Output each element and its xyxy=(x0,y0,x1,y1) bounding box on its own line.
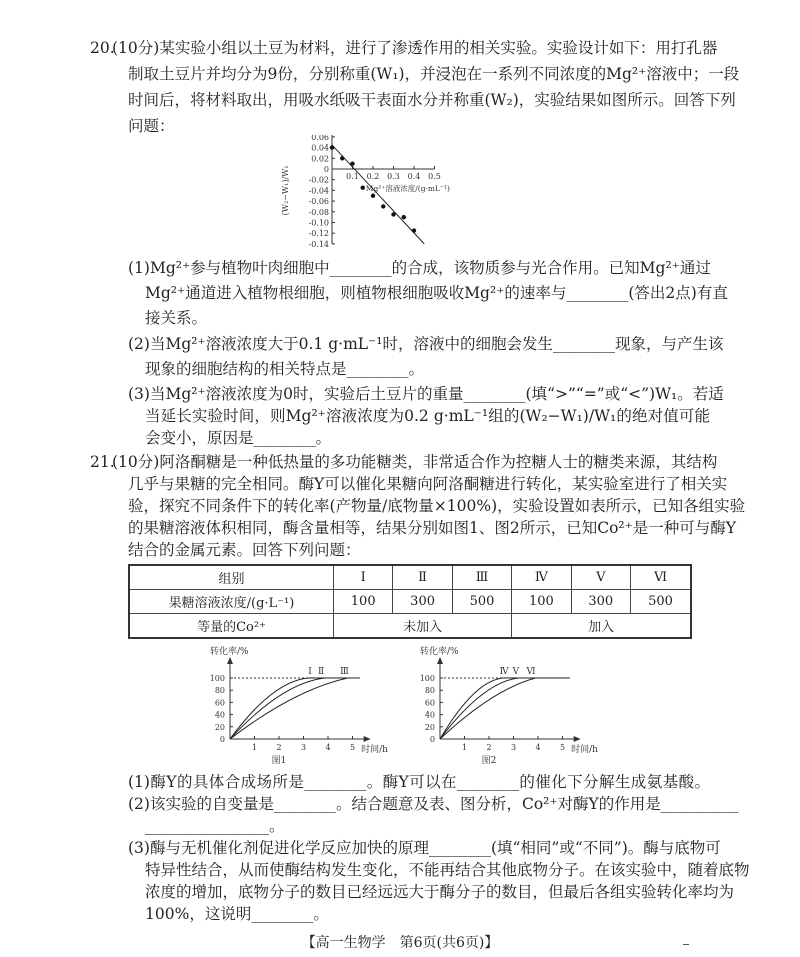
series-curve xyxy=(440,678,518,739)
x-axis-label: 时间/h xyxy=(571,745,598,755)
q20-sub1-line: 接关系。 xyxy=(145,309,208,327)
x-tick-label: 1 xyxy=(251,743,258,752)
x-tick-label: 0.4 xyxy=(407,172,421,181)
q20-sub1-line: (1)Mg²⁺参与植物叶肉细胞中________的合成，该物质参与光合作用。已知Mg²⁺通过 xyxy=(128,259,711,277)
group-cell: Ⅱ xyxy=(393,565,452,590)
concentration-cell: 500 xyxy=(630,590,691,614)
series-label: Ⅱ xyxy=(318,667,325,677)
y-tick-label: 40 xyxy=(214,710,225,720)
q20-intro-line: 问题： xyxy=(128,117,175,135)
x-axis-arrow xyxy=(574,736,581,742)
figure-caption: 图1 xyxy=(271,756,287,766)
y-tick-label: 60 xyxy=(214,698,225,708)
x-tick-label: 2 xyxy=(276,743,282,752)
x-tick-label: 0.3 xyxy=(387,172,400,181)
x-tick-label: 4 xyxy=(325,743,331,752)
y-tick-label: 0.06 xyxy=(311,135,329,142)
y-tick-label: 0 xyxy=(219,735,225,744)
x-tick-label: 1 xyxy=(461,743,468,752)
q20-chart xyxy=(266,135,536,255)
y-tick-label: -0.02 xyxy=(308,175,329,185)
y-axis-label: (W₂−W₁)/W₁ xyxy=(281,165,290,216)
x-tick-label: 0.1 xyxy=(346,172,359,181)
series-label: Ⅰ xyxy=(308,667,312,677)
concentration-cell: 100 xyxy=(334,590,393,614)
q21-sub3-line: 100%，这说明________。 xyxy=(145,905,329,923)
y-tick-label: -0.04 xyxy=(308,186,329,196)
q20-number: 20. xyxy=(90,39,115,57)
y-axis-arrow xyxy=(437,657,443,664)
y-tick-label: 0 xyxy=(429,735,435,744)
series-curve xyxy=(230,678,348,739)
table-header-cell: 等量的Co²⁺ xyxy=(129,614,334,639)
y-tick-label: 0.02 xyxy=(311,154,329,164)
y-tick-label: 60 xyxy=(424,698,435,708)
concentration-cell: 100 xyxy=(512,590,571,614)
x-axis-label: 时间/h xyxy=(361,745,388,755)
q20-sub2-line: 现象的细胞结构的相关特点是________。 xyxy=(145,360,425,378)
q21-sub3-line: 浓度的增加，底物分子的数目已经远远大于酶分子的数目，但最后各组实验转化率均为 xyxy=(145,883,735,901)
scan-mark xyxy=(683,944,689,945)
series-curve xyxy=(440,678,536,739)
y-tick-label: 80 xyxy=(214,686,225,696)
data-point xyxy=(340,156,344,160)
q21-sub1-line: (1)酶Y的具体合成场所是________。酶Y可以在________的催化下分解生成氨基酸。 xyxy=(128,773,710,791)
x-tick-label: 3 xyxy=(300,743,307,752)
series-label: Ⅵ xyxy=(526,667,536,677)
q20-sub3-line: 会变小，原因是________。 xyxy=(145,429,332,447)
table-header-cell: 果糖溶液浓度/(g·L⁻¹) xyxy=(129,590,334,614)
q21-intro-line: (10分)阿洛酮糖是一种低热量的多功能糖类，非常适合作为控糖人士的糖类来源，其结构 xyxy=(112,453,718,471)
x-tick-label: 0.5 xyxy=(428,172,441,181)
series-label: Ⅲ xyxy=(340,667,349,677)
page-footer: 【高一生物学 第6页(共6页)】 xyxy=(301,935,499,951)
y-tick-label: 100 xyxy=(419,674,435,683)
x-tick-label: 0.2 xyxy=(366,172,380,181)
concentration-cell: 300 xyxy=(393,590,452,614)
q20-intro-line: 制取土豆片并均分为9份，分别称重(W₁)，并浸泡在一系列不同浓度的Mg²⁺溶液中；一段 xyxy=(128,65,740,83)
y-tick-label: 20 xyxy=(214,722,225,732)
y-tick-label: 0 xyxy=(323,165,329,174)
series-label: Ⅴ xyxy=(512,667,520,677)
q21-intro-line: 验，探究不同条件下的转化率(产物量/底物量×100%)，实验设置如表所示，已知各组实验 xyxy=(128,497,746,515)
q20-sub3-line: (3)当Mg²⁺溶液浓度为0时，实验后土豆片的重量________(填“>”“=”或“<”)W₁。若适 xyxy=(128,385,724,403)
series-label: Ⅳ xyxy=(499,667,509,677)
x-axis-label: Mg²⁺溶液浓度/(g·mL⁻¹) xyxy=(365,184,450,193)
data-point xyxy=(350,161,354,165)
group-cell: Ⅵ xyxy=(630,565,691,590)
table-row xyxy=(129,565,691,590)
y-axis-label: 转化率/% xyxy=(210,647,249,657)
x-tick-label: 5 xyxy=(559,743,566,752)
q21-sub3-line: (3)酶与无机催化剂促进化学反应加快的原理________(填“相同”或“不同”)。酶与底物可 xyxy=(128,839,721,857)
x-tick-label: 2 xyxy=(486,743,492,752)
x-tick-label: 5 xyxy=(349,743,356,752)
group-cell: Ⅲ xyxy=(452,565,511,590)
y-tick-label: -0.10 xyxy=(308,218,329,228)
group-cell: Ⅰ xyxy=(334,565,393,590)
y-tick-label: 0.04 xyxy=(311,143,329,153)
figure1-chart xyxy=(195,645,410,767)
y-tick-label: 40 xyxy=(424,710,435,720)
co-not-added-cell: 未加入 xyxy=(334,614,512,639)
q20-sub1-line: Mg²⁺通道进入植物根细胞，则植物根细胞吸收Mg²⁺的速率与________(答出2点)有直 xyxy=(145,284,728,302)
figure-caption: 图2 xyxy=(481,756,497,766)
q20-intro-line: 时间后，将材料取出，用吸水纸吸干表面水分并称重(W₂)，实验结果如图所示。回答下列 xyxy=(128,91,736,109)
q21-number: 21. xyxy=(90,453,115,471)
concentration-cell: 300 xyxy=(571,590,630,614)
q20-sub2-line: (2)当Mg²⁺溶液浓度大于0.1 g·mL⁻¹时，溶液中的细胞会发生________现象，与产生该 xyxy=(128,335,724,353)
table-row xyxy=(129,614,691,639)
concentration-cell: 500 xyxy=(452,590,511,614)
q21-intro-line: 几乎与果糖的完全相同。酶Y可以催化果糖向阿洛酮糖进行转化，某实验室进行了相关实 xyxy=(128,475,728,493)
y-tick-label: -0.06 xyxy=(308,197,329,207)
q21-sub2-line: (2)该实验的自变量是________。结合题意及表、图分析，Co²⁺对酶Y的作用是__________ xyxy=(128,795,739,813)
q21-intro-line: 结合的金属元素。回答下列问题： xyxy=(128,541,361,559)
series-curve xyxy=(230,678,326,739)
y-tick-label: 20 xyxy=(424,722,435,732)
figure2-chart xyxy=(405,645,620,767)
data-point xyxy=(361,186,365,190)
q21-sub2-line: ________________。 xyxy=(145,817,285,835)
y-tick-label: 80 xyxy=(424,686,435,696)
q20-intro-line: (10分)某实验小组以土豆为材料，进行了渗透作用的相关实验。实验设计如下：用打孔器 xyxy=(112,39,718,57)
y-tick-label: -0.14 xyxy=(308,239,329,249)
y-axis-arrow xyxy=(227,657,233,664)
group-cell: Ⅳ xyxy=(512,565,571,590)
data-point xyxy=(381,204,385,208)
y-tick-label: -0.12 xyxy=(308,229,329,239)
data-point xyxy=(412,228,416,232)
group-cell: Ⅴ xyxy=(571,565,630,590)
data-point xyxy=(371,194,375,198)
table-row xyxy=(129,590,691,614)
q20-sub3-line: 当延长实验时间，则Mg²⁺溶液浓度为0.2 g·mL⁻¹组的(W₂−W₁)/W₁的绝对值可能 xyxy=(145,407,710,425)
q21-intro-line: 的果糖溶液体积相同，酶含量相等，结果分别如图1、图2所示，已知Co²⁺是一种可与酶Y xyxy=(128,519,737,537)
data-point xyxy=(330,145,334,149)
y-axis-label: 转化率/% xyxy=(420,647,459,657)
x-axis-arrow xyxy=(364,736,371,742)
y-tick-label: 100 xyxy=(209,674,225,683)
data-point xyxy=(402,215,406,219)
table-header-cell: 组别 xyxy=(129,565,334,590)
x-tick-label: 4 xyxy=(535,743,541,752)
q21-sub3-line: 特异性结合，从而使酶结构发生变化，不能再结合其他底物分子。在该实验中，随着底物 xyxy=(145,861,750,879)
x-tick-label: 3 xyxy=(510,743,517,752)
co-added-cell: 加入 xyxy=(512,614,691,639)
y-tick-label: -0.08 xyxy=(308,207,329,217)
trend-line xyxy=(332,145,424,244)
data-point xyxy=(391,212,395,216)
experiment-table xyxy=(128,564,692,639)
